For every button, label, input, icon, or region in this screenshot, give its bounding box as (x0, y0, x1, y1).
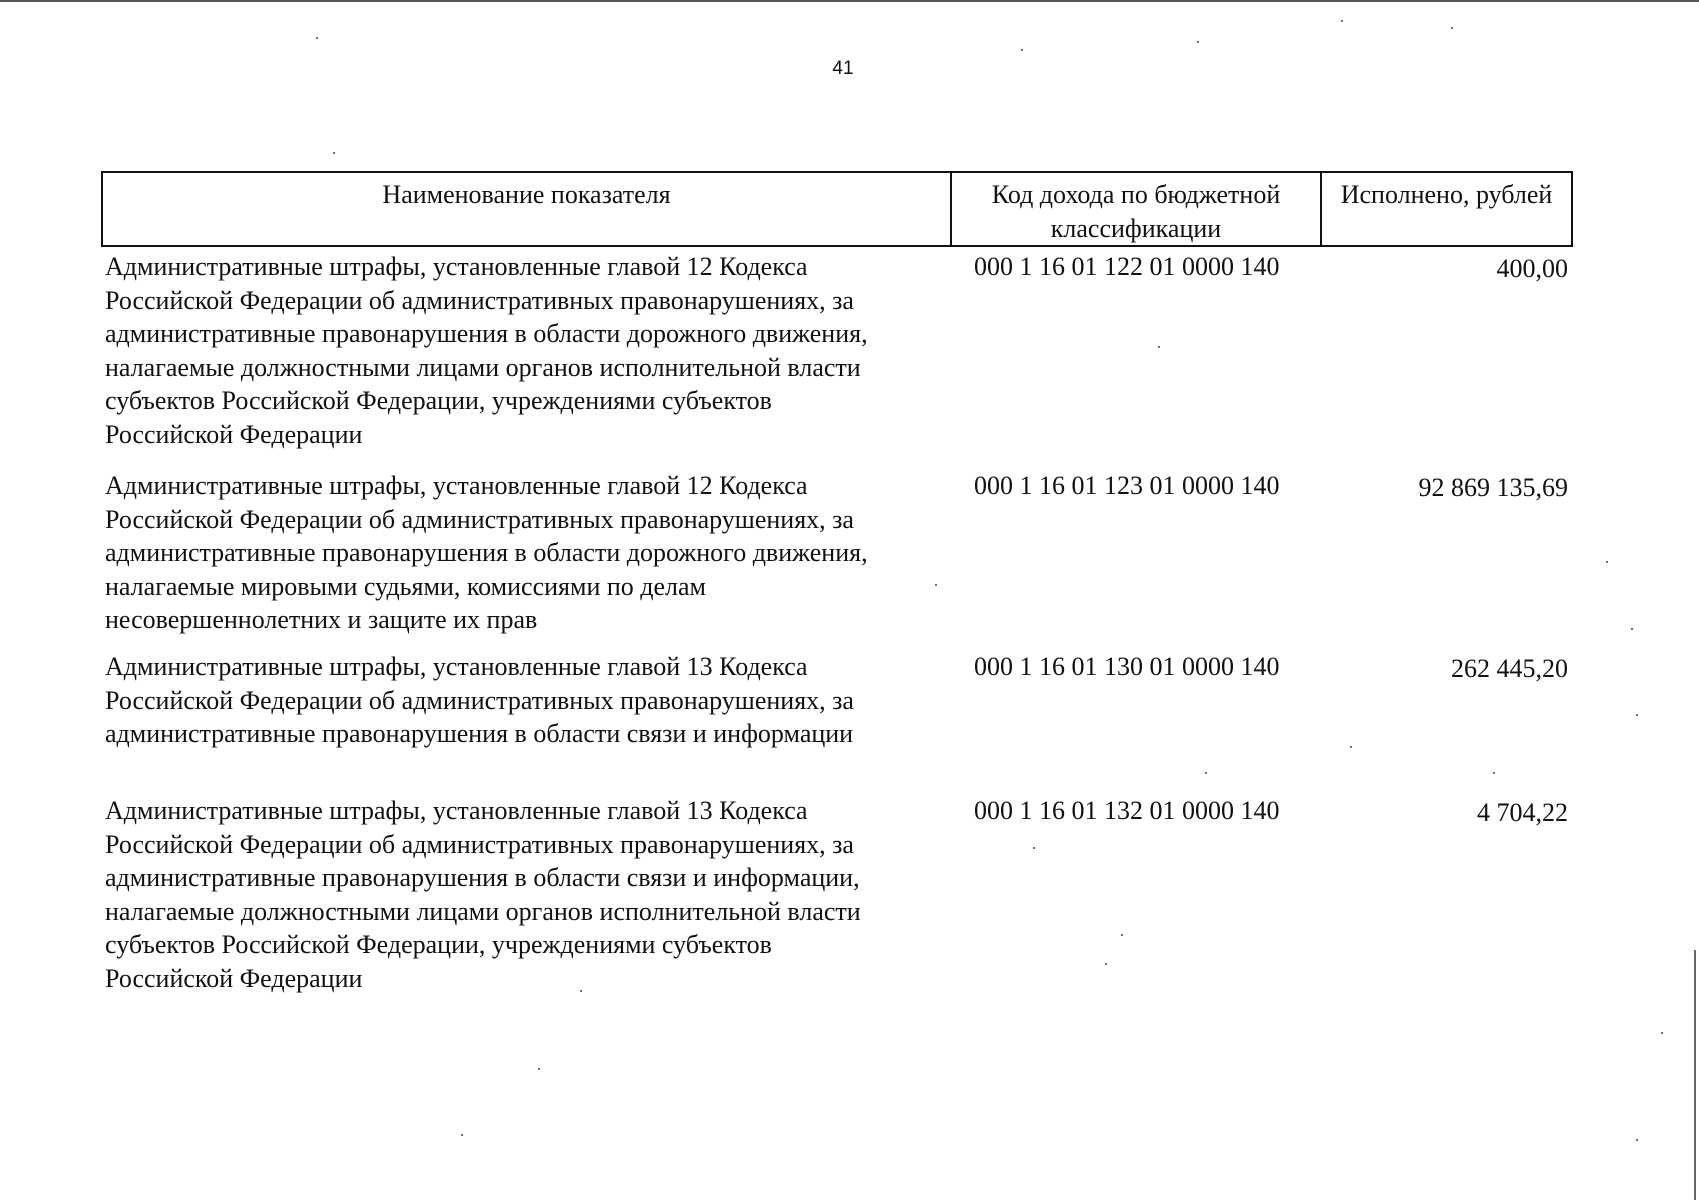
scan-speck (461, 1134, 463, 1136)
table-header (101, 171, 1573, 247)
indicator-name (105, 250, 925, 451)
indicator-name-line: административные правонарушения в области дорожного движения, (105, 319, 868, 348)
indicator-name (105, 794, 925, 995)
scan-speck (1341, 20, 1343, 22)
scan-speck (1197, 41, 1199, 43)
scan-speck (1493, 772, 1495, 774)
scan-speck (1606, 561, 1608, 563)
indicator-name-line: Административные штрафы, установленные главой 13 Кодекса (105, 652, 808, 681)
scan-speck (333, 152, 335, 154)
indicator-name-line: Российской Федерации (105, 419, 363, 449)
executed-amount: 262 445,20 (1451, 654, 1568, 683)
executed-amount: 400,00 (1496, 254, 1568, 283)
indicator-name-line: несовершеннолетних и защите их прав (105, 605, 538, 634)
header-code-line-1: Код дохода по бюджетной (991, 180, 1281, 209)
scan-speck (1021, 49, 1023, 51)
executed-amount: 92 869 135,69 (1418, 473, 1568, 502)
scan-speck (1636, 1139, 1638, 1141)
page-number: 41 (832, 58, 854, 79)
scan-speck (1636, 714, 1638, 716)
indicator-name-line: субъектов Российской Федерации, учреждениями субъектов (105, 930, 772, 959)
scan-top-edge (0, 0, 1699, 2)
scan-speck (1033, 847, 1035, 849)
income-code: 000 1 16 01 132 01 0000 140 (974, 796, 1280, 825)
indicator-name-line: Российской Федерации об административных правонарушениях, за (105, 504, 854, 534)
scan-speck (1121, 934, 1123, 936)
scan-speck (1631, 628, 1633, 630)
header-sum-column: Исполнено, рублей (1340, 180, 1553, 209)
indicator-name-line: налагаемые должностными лицами органов исполнительной власти (105, 352, 861, 382)
indicator-name (105, 469, 925, 637)
indicator-name-line: Российской Федерации об административных правонарушениях, за (105, 829, 854, 859)
indicator-name-line: Российской Федерации об административных правонарушениях, за (105, 285, 854, 315)
scan-speck (1451, 27, 1453, 29)
income-code: 000 1 16 01 123 01 0000 140 (974, 471, 1280, 500)
indicator-name-line: административные правонарушения в области связи и информации (105, 719, 854, 748)
executed-amount: 4 704,22 (1477, 798, 1568, 827)
indicator-name-line: Российской Федерации об административных правонарушениях, за (105, 685, 854, 715)
scan-speck (1350, 746, 1352, 748)
indicator-name-line: Российской Федерации (105, 963, 363, 993)
indicator-name-line: субъектов Российской Федерации, учреждениями субъектов (105, 386, 772, 415)
indicator-name-line: Административные штрафы, установленные главой 12 Кодекса (105, 471, 808, 500)
indicator-name (105, 650, 925, 751)
scan-speck (1205, 772, 1207, 774)
indicator-name-line: Административные штрафы, установленные главой 12 Кодекса (105, 252, 808, 281)
header-name-column: Наименование показателя (103, 173, 952, 245)
indicator-name-line: административные правонарушения в области дорожного движения, (105, 538, 868, 567)
scan-speck (935, 584, 937, 586)
indicator-name-line: налагаемые должностными лицами органов исполнительной власти (105, 896, 861, 926)
scan-speck (538, 1068, 540, 1070)
scan-speck (580, 990, 582, 992)
income-code: 000 1 16 01 122 01 0000 140 (974, 252, 1280, 281)
scan-speck (1661, 1032, 1663, 1034)
header-code-line-2: классификации (1050, 214, 1222, 243)
indicator-name-line: налагаемые мировыми судьями, комиссиями по делам (105, 571, 707, 601)
indicator-name-line: Административные штрафы, установленные главой 13 Кодекса (105, 796, 808, 825)
scan-speck (316, 37, 318, 39)
scan-speck (1105, 963, 1107, 965)
scan-speck (1158, 346, 1160, 348)
indicator-name-line: административные правонарушения в области связи и информации, (105, 863, 860, 892)
income-code: 000 1 16 01 130 01 0000 140 (974, 652, 1280, 681)
header-code-column (952, 173, 1322, 245)
scan-right-edge (1694, 950, 1696, 1200)
